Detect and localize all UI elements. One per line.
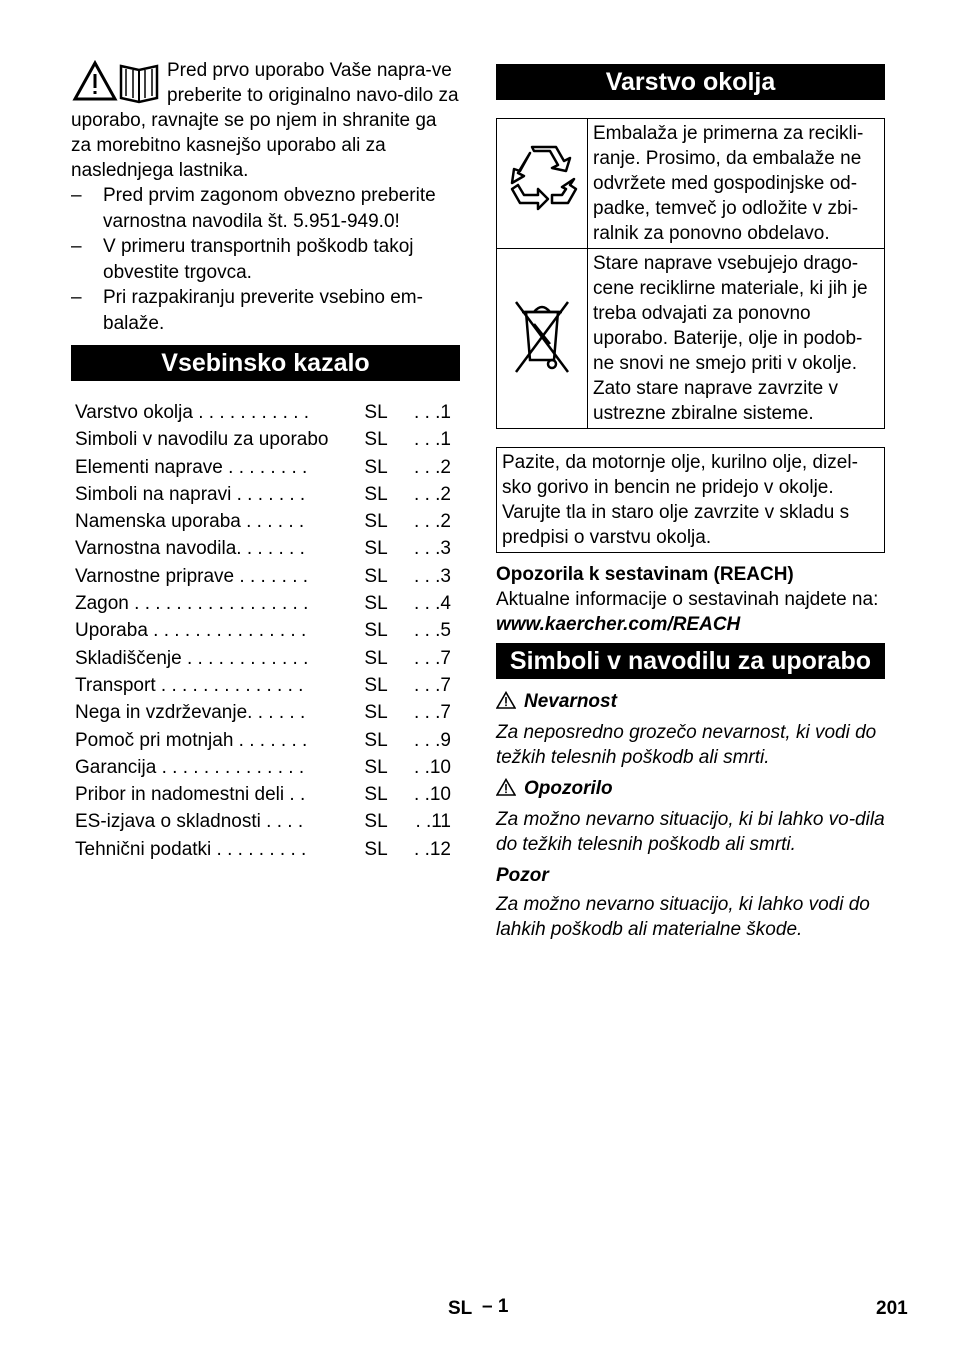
- left-column: [71, 58, 460, 863]
- table-row[interactable]: [71, 699, 460, 726]
- table-row[interactable]: [71, 426, 460, 453]
- toc-lang: SL: [364, 565, 388, 587]
- toc-page: . . .7: [414, 674, 451, 696]
- intro-icons: [71, 58, 163, 104]
- toc-page: . . .9: [414, 729, 451, 751]
- table-row[interactable]: [71, 617, 460, 644]
- recycle-cell: [497, 119, 588, 249]
- toc-lang: SL: [364, 429, 388, 451]
- table-row[interactable]: [71, 754, 460, 781]
- table-row[interactable]: [71, 836, 460, 863]
- list-item: – V primeru transportnih poškodb takoj obvestite trgovca.: [71, 234, 460, 285]
- caution-label: Pozor: [496, 865, 549, 886]
- list-item: – Pri razpakiranju preverite vsebino em-balaže.: [71, 285, 460, 336]
- table-row[interactable]: [71, 645, 460, 672]
- footer-lang: SL: [448, 1298, 473, 1319]
- table-row[interactable]: [71, 508, 460, 535]
- intro-section: [71, 58, 460, 336]
- table-row[interactable]: [71, 672, 460, 699]
- table-row: [497, 249, 885, 429]
- table-row[interactable]: [71, 590, 460, 617]
- toc-title: Skladiščenje . . . . . . . . . . . .: [75, 647, 309, 669]
- footer-section-page: – 1: [482, 1296, 509, 1317]
- oil-notice: Pazite, da motornje olje, kurilno olje, dizel-sko gorivo in bencin ne pridejo v okolje. Varujte tla in staro olje zavrzite v skladu s predpisi o varstvu okolja.: [496, 447, 885, 553]
- env-heading: Varstvo okolja: [496, 64, 885, 100]
- toc-title: Tehnični podatki . . . . . . . . .: [75, 838, 307, 860]
- weee-cell: [497, 249, 588, 429]
- toc-lang: SL: [364, 784, 388, 806]
- toc-lang: SL: [364, 511, 388, 533]
- toc-page: . . .1: [414, 402, 451, 423]
- toc-heading: Vsebinsko kazalo: [71, 345, 460, 381]
- table-row[interactable]: [71, 563, 460, 590]
- reach-text: Aktualne informacije o sestavinah najdete na:: [496, 589, 879, 610]
- env-table: [496, 118, 885, 429]
- table-row[interactable]: [71, 535, 460, 562]
- toc-title: Elementi naprave . . . . . . . .: [75, 456, 308, 478]
- toc-page: . . .7: [414, 647, 451, 669]
- toc-title: Uporaba . . . . . . . . . . . . . . .: [75, 620, 307, 642]
- toc-lang: SL: [364, 402, 388, 423]
- toc-page: . . .2: [414, 456, 451, 478]
- reach-heading: Opozorila k sestavinam (REACH): [496, 564, 794, 585]
- toc-title: Pribor in nadomestni deli . .: [75, 784, 306, 806]
- table-row[interactable]: [71, 399, 460, 426]
- reach-link[interactable]: www.kaercher.com/REACH: [496, 614, 741, 635]
- toc-title: Namenska uporaba . . . . . .: [75, 511, 305, 533]
- intro-text: Pred prvo uporabo Vaše napra-ve preberite to originalno navo-dilo za uporabo, ravnajte se po njem in shranite ga za morebitno kasnejšo uporabo ali za naslednjega lastnika.: [71, 60, 459, 181]
- toc-page: . . .5: [414, 620, 451, 642]
- toc-lang: SL: [364, 811, 388, 833]
- toc-title: Simboli v navodilu za uporabo: [75, 429, 329, 451]
- toc-title: ES-izjava o skladnosti . . . .: [75, 811, 304, 833]
- toc-lang: SL: [364, 756, 388, 778]
- toc-lang: SL: [364, 620, 388, 642]
- warning-triangle-icon: [496, 691, 516, 716]
- toc-page: . . .4: [414, 593, 451, 615]
- toc-lang: SL: [364, 838, 388, 860]
- toc-page: . . .3: [414, 538, 451, 560]
- toc-lang: SL: [364, 647, 388, 669]
- right-column: [496, 64, 885, 942]
- table-row[interactable]: [71, 481, 460, 508]
- table-row[interactable]: [71, 727, 460, 754]
- toc-table: [71, 399, 460, 863]
- toc-page: . . .2: [414, 483, 451, 505]
- toc-page: . .12: [414, 838, 451, 860]
- toc-page: . .10: [414, 784, 451, 806]
- danger-text: Za neposredno grozečo nevarnost, ki vodi do težkih telesnih poškodb ali smrti.: [496, 722, 877, 768]
- weee-text: Stare naprave vsebujejo drago-cene reciklirne materiale, ki jih je treba odvajati za ponovno uporabo. Baterije, olje in podob-ne snovi ne smejo priti v okolje. Zato stare naprave zavrzite v ustrezne zbiralne sisteme.: [588, 249, 885, 429]
- toc-title: Varnostne priprave . . . . . . .: [75, 565, 309, 587]
- warning-label-row: [496, 776, 885, 803]
- toc-page: . . .7: [414, 702, 451, 724]
- danger-label: Nevarnost: [524, 691, 617, 712]
- toc-lang: SL: [364, 456, 388, 478]
- toc-lang: SL: [364, 593, 388, 615]
- toc-page: . . .1: [414, 429, 451, 451]
- symbols-heading: Simboli v navodilu za uporabo: [496, 643, 885, 679]
- warning-text: Za možno nevarno situacijo, ki bi lahko vo-dila do težkih telesnih poškodb ali smrti.: [496, 809, 885, 855]
- toc-title: Simboli na napravi . . . . . . .: [75, 483, 306, 505]
- toc-lang: SL: [364, 702, 388, 724]
- toc-page: . . .3: [414, 565, 451, 587]
- toc-page: . .11: [415, 811, 451, 833]
- danger-label-row: [496, 689, 885, 716]
- toc-title: Transport . . . . . . . . . . . . . .: [75, 674, 304, 696]
- recycle-icon: [504, 143, 580, 219]
- toc-title: Nega in vzdrževanje. . . . . .: [75, 702, 306, 724]
- toc-title: Varstvo okolja . . . . . . . . . . .: [75, 402, 310, 423]
- toc-title: Garancija . . . . . . . . . . . . . .: [75, 756, 305, 778]
- warning-label: Opozorilo: [524, 778, 613, 799]
- toc-title: Pomoč pri motnjah . . . . . . .: [75, 729, 308, 751]
- crossed-bin-icon: [512, 296, 572, 376]
- page-number: 201: [876, 1298, 908, 1319]
- toc-page: . . .2: [414, 511, 451, 533]
- toc-page: . .10: [414, 756, 451, 778]
- table-row[interactable]: [71, 808, 460, 835]
- intro-list: [71, 183, 460, 336]
- table-row[interactable]: [71, 781, 460, 808]
- caution-text: Za možno nevarno situacijo, ki lahko vodi do lahkih poškodb ali materialne škode.: [496, 894, 870, 940]
- list-item: – Pred prvim zagonom obvezno preberite varnostna navodila št. 5.951-949.0!: [71, 183, 460, 234]
- recycle-text: Embalaža je primerna za recikli-ranje. Prosimo, da embalaže ne odvržete med gospodinjske od-padke, temveč jo odložite v zbi-ralnik za ponovno obdelavo.: [588, 119, 885, 249]
- toc-lang: SL: [364, 674, 388, 696]
- toc-lang: SL: [364, 483, 388, 505]
- toc-lang: SL: [364, 729, 388, 751]
- toc-title: Varnostna navodila. . . . . . .: [75, 538, 305, 560]
- table-row[interactable]: [71, 454, 460, 481]
- table-row: [497, 119, 885, 249]
- toc-lang: SL: [364, 538, 388, 560]
- warning-manual-icon: [71, 58, 163, 104]
- warning-triangle-icon: [496, 778, 516, 803]
- toc-title: Zagon . . . . . . . . . . . . . . . . .: [75, 593, 309, 615]
